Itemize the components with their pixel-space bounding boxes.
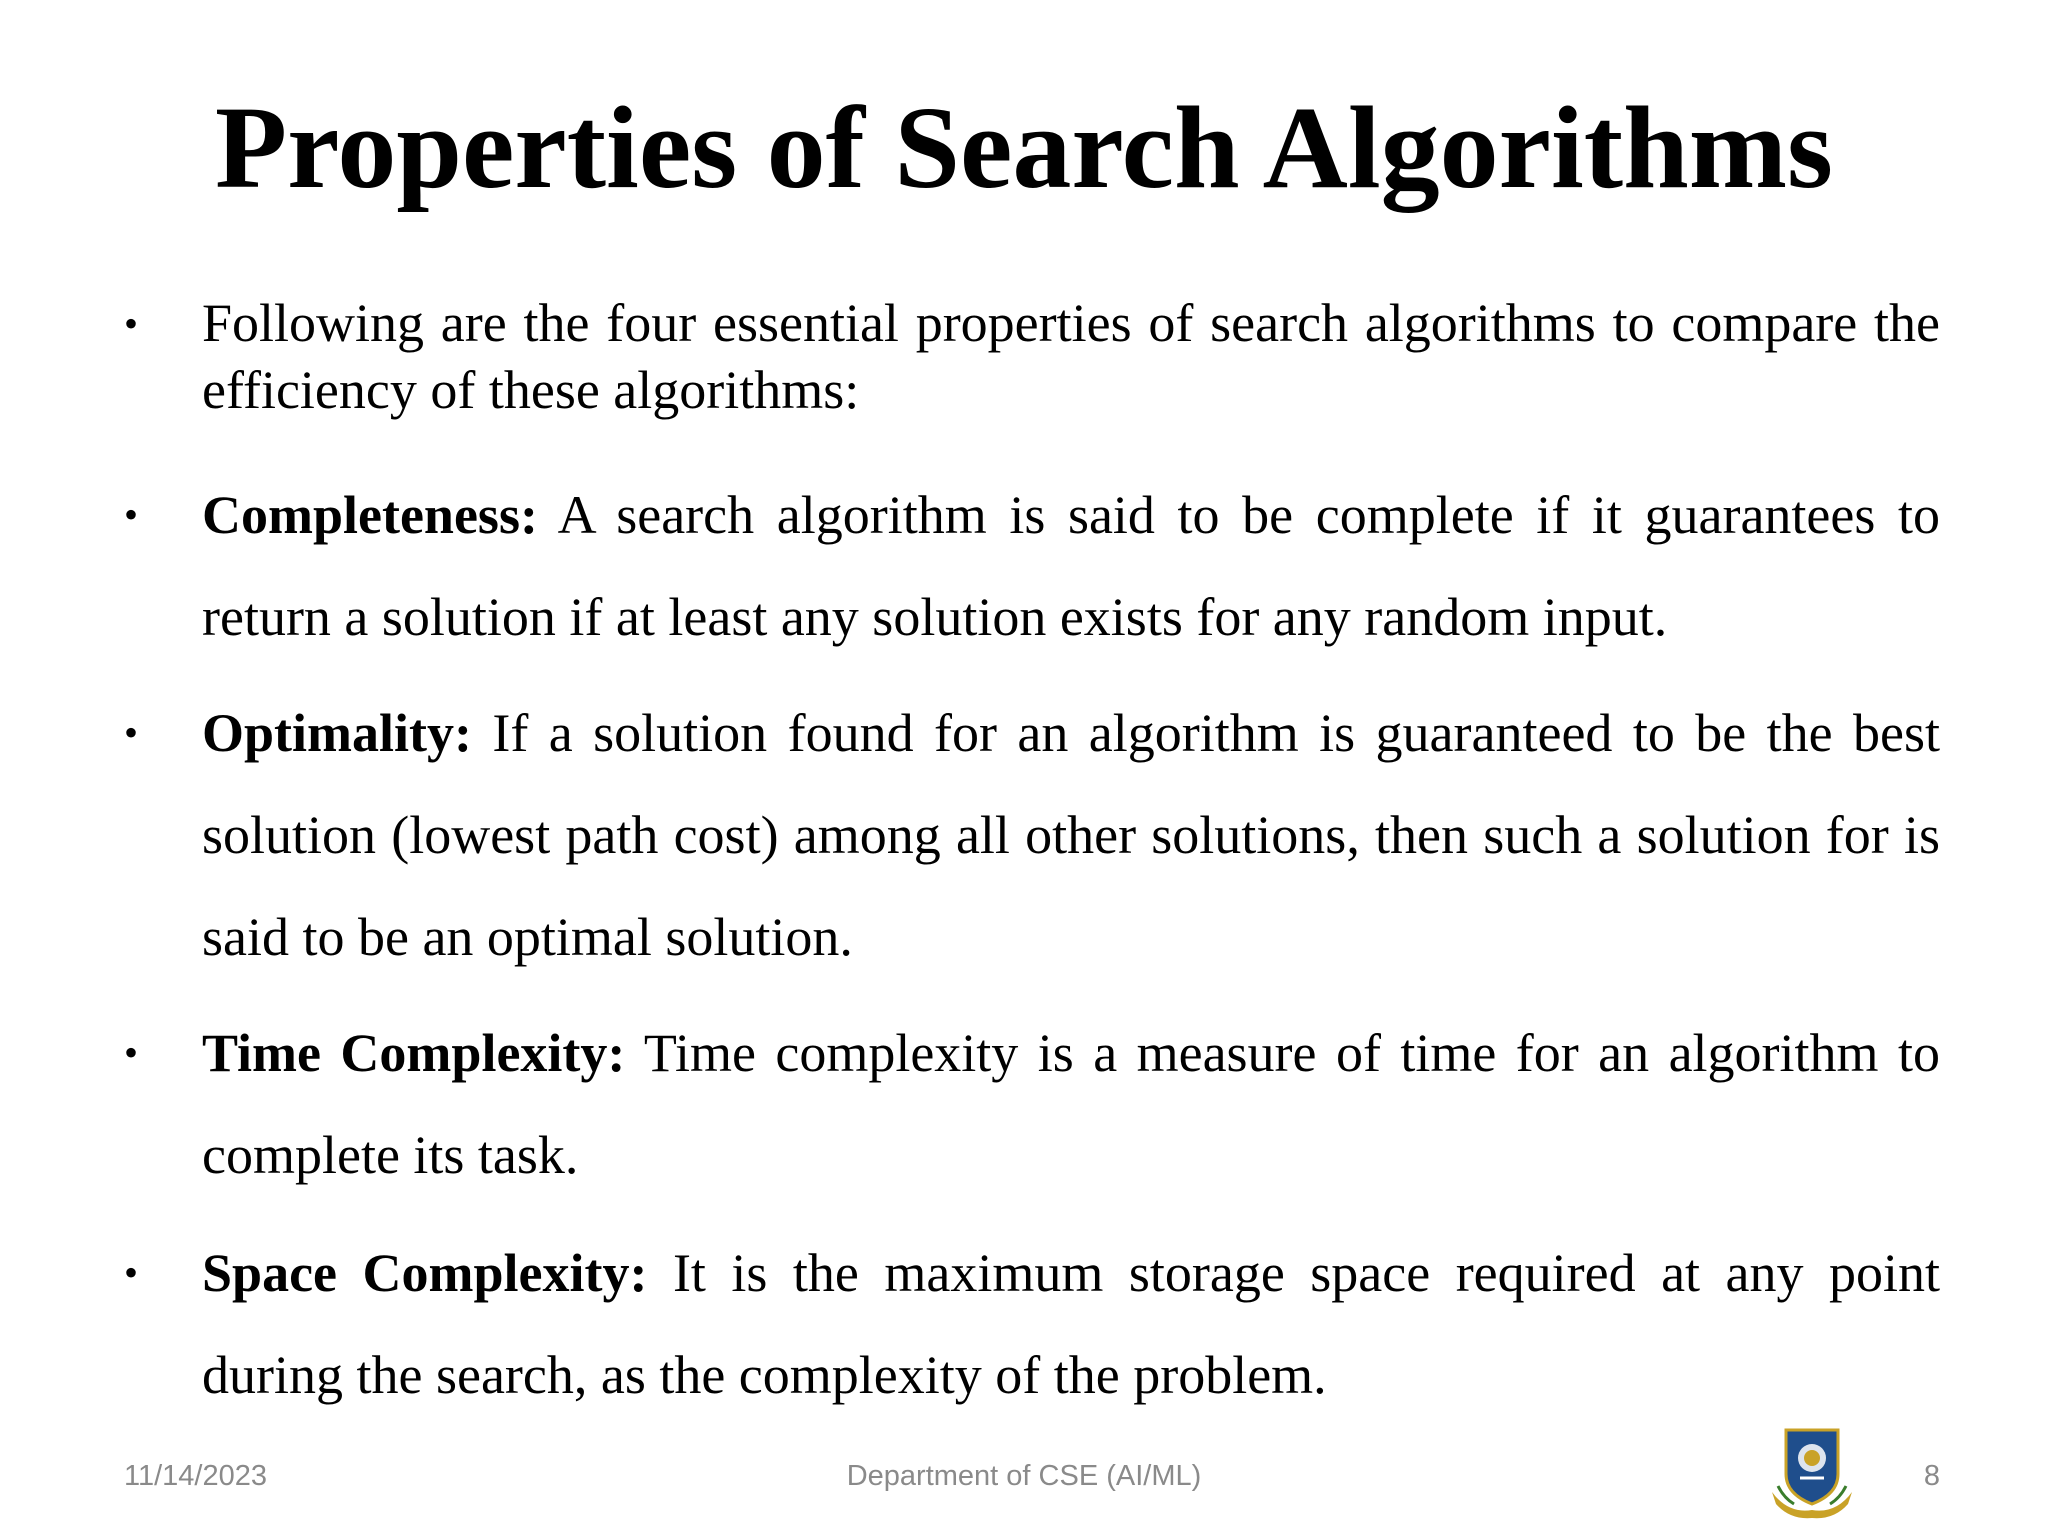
bullet-time-complexity [124,1002,1940,1206]
bullet-term: Time Complexity: [202,1023,626,1083]
bullet-space-complexity [124,1222,1941,1426]
bullet-text: If a solution found for an algorithm is guaranteed to be the best solution (lowest path cost) among all other solutions, then such a solution for is said to be an optimal solution. [202,703,1940,967]
footer-date: 11/14/2023 [124,1460,267,1492]
bullet-dot: • [124,492,139,537]
bullet-dot: • [124,301,139,346]
footer-department: Department of CSE (AI/ML) [846,1460,1202,1492]
bullet-term: Optimality: [202,703,472,763]
bullet-dot: • [124,1250,139,1295]
bullet-text: Time complexity is a measure of time for an algorithm to complete its task. [202,1023,1940,1185]
bullet-text: It is the maximum storage space required at any point during the search, as the complexity of the problem. [202,1243,1941,1405]
bullet-text: A search algorithm is said to be complete if it guarantees to return a solution if at least any solution exists for any random input. [202,485,1940,647]
bullet-completeness [124,464,1940,668]
slide-title: Properties of Search Algorithms [215,82,1833,213]
institution-crest-icon [1764,1422,1860,1522]
bullet-optimality [124,682,1940,988]
bullet-dot: • [124,1030,139,1075]
footer-page-number: 8 [1923,1460,1940,1492]
bullet-intro [124,290,1940,424]
bullet-term: Completeness: [202,485,538,545]
bullet-text: Following are the four essential properties of search algorithms to compare the efficiency of these algorithms: [202,293,1940,420]
bullet-term: Space Complexity: [202,1243,648,1303]
bullet-dot: • [124,710,139,755]
